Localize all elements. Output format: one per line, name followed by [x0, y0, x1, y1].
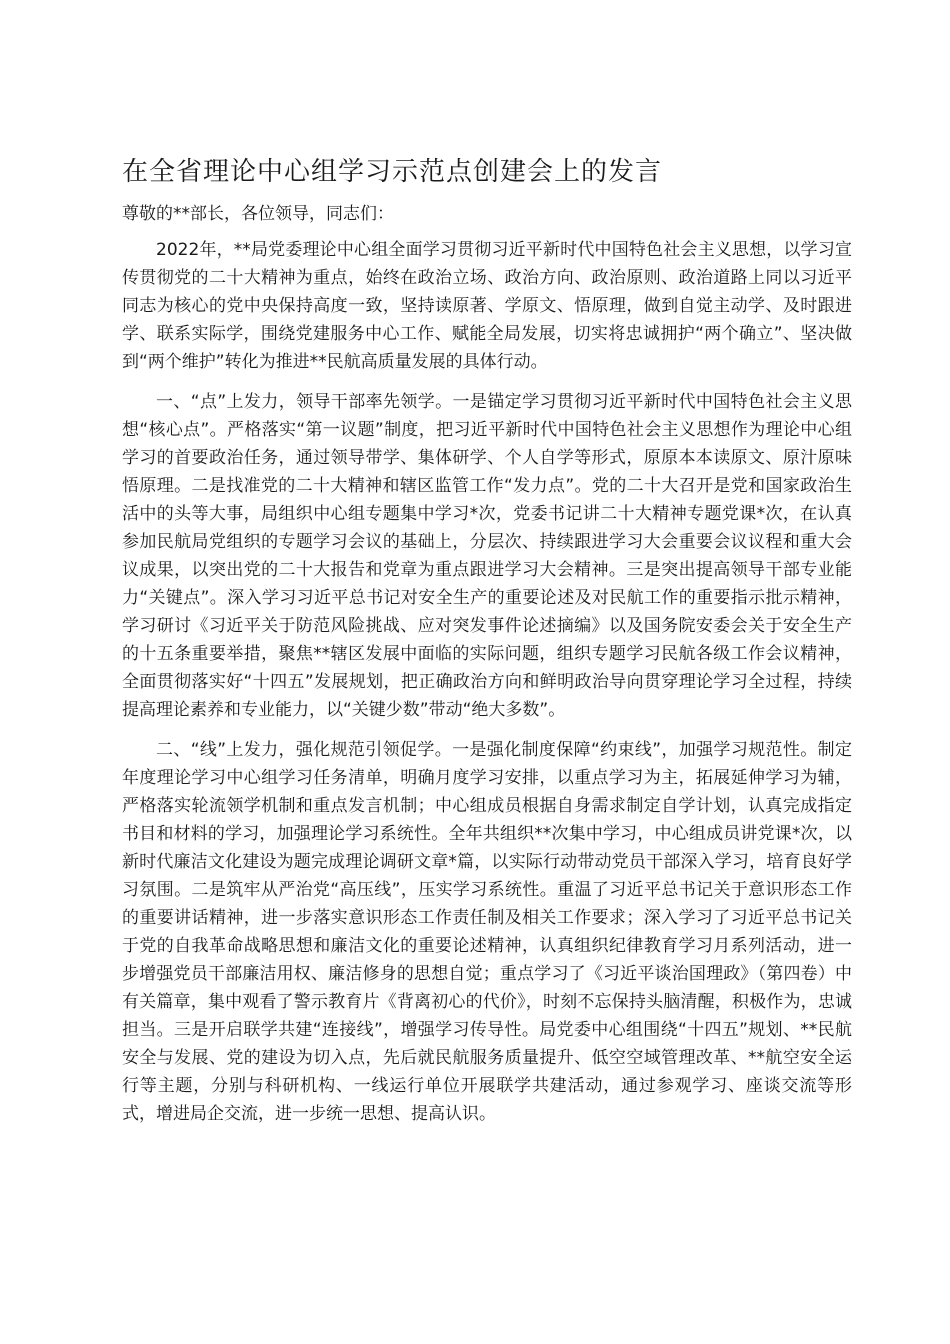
salutation: 尊敬的**部长，各位领导，同志们： — [122, 204, 394, 224]
paragraph-section-one: 一、“点”上发力，领导干部率先领学。一是锚定学习贯彻习近平新时代中国特色社会主义思想“核心点”。严格落实“第一议题”制度，把习近平新时代中国特色社会主义思想作为理论中心组学习的首要政治任务，通过领导带学、集体研学、个人自学等形式，原原本本读原文、原汁原味悟原理。二是找准党的二十大精神和辖区监管工作“发力点”。党的二十大召开是党和国家政治生活中的头等大事，局组织中心组专题集中学习*次，党委书记讲二十大精神专题党课*次，在认真参加民航局党组织的专题学习会议的基础上，分层次、持续跟进学习大会重要会议议程和重大会议成果，以突出党的二十大报告和党章为重点跟进学习大会精神。三是突出提高领导干部专业能力“关键点”。深入学习习近平总书记对安全生产的重要论述及对民航工作的重要指示批示精神，学习研讨《习近平关于防范风险挑战、应对突发事件论述摘编》以及国务院安委会关于安全生产的十五条重要举措，聚焦**辖区发展中面临的实际问题，组织专题学习民航各级工作会议精神，全面贯彻落实好“十四五”发展规划，把正确政治方向和鲜明政治导向贯穿理论学习全过程，持续提高理论素养和专业能力，以“关键少数”带动“绝大多数”。 — [122, 392, 852, 720]
paragraph-intro: 2022年，**局党委理论中心组全面学习贯彻习近平新时代中国特色社会主义思想，以学习宣传贯彻党的二十大精神为重点，始终在政治立场、政治方向、政治原则、政治道路上同以习近平同志为核心的党中央保持高度一致，坚持读原著、学原文、悟原理，做到自觉主动学、及时跟进学、联系实际学，围绕党建服务中心工作、赋能全局发展，切实将忠诚拥护“两个确立”、坚决做到“两个维护”转化为推进**民航高质量发展的具体行动。 — [122, 240, 852, 372]
paragraph-section-two: 二、“线”上发力，强化规范引领促学。一是强化制度保障“约束线”，加强学习规范性。制定年度理论学习中心组学习任务清单，明确月度学习安排，以重点学习为主，拓展延伸学习为辅，严格落实轮流领学机制和重点发言机制；中心组成员根据自身需求制定自学计划，认真完成指定书目和材料的学习，加强理论学习系统性。全年共组织**次集中学习，中心组成员讲党课*次，以新时代廉洁文化建设为题完成理论调研文章*篇，以实际行动带动党员干部深入学习，培育良好学习氛围。二是筑牢从严治党“高压线”，压实学习系统性。重温了习近平总书记关于意识形态工作的重要讲话精神，进一步落实意识形态工作责任制及相关工作要求；深入学习了习近平总书记关于党的自我革命战略思想和廉洁文化的重要论述精神，认真组织纪律教育学习月系列活动，进一步增强党员干部廉洁用权、廉洁修身的思想自觉；重点学习了《习近平谈治国理政》（第四卷）中有关篇章，集中观看了警示教育片《背离初心的代价》，时刻不忘保持头脑清醒，积极作为，忠诚担当。三是开启联学共建“连接线”，增强学习传导性。局党委中心组围绕“十四五”规划、**民航安全与发展、党的建设为切入点，先后就民航服务质量提升、低空空域管理改革、**航空安全运行等主题，分别与科研机构、一线运行单位开展联学共建活动，通过参观学习、座谈交流等形式，增进局企交流，进一步统一思想、提高认识。 — [122, 740, 852, 1124]
document-title: 在全省理论中心组学习示范点创建会上的发言 — [122, 157, 663, 187]
document-page — [122, 150, 852, 1140]
